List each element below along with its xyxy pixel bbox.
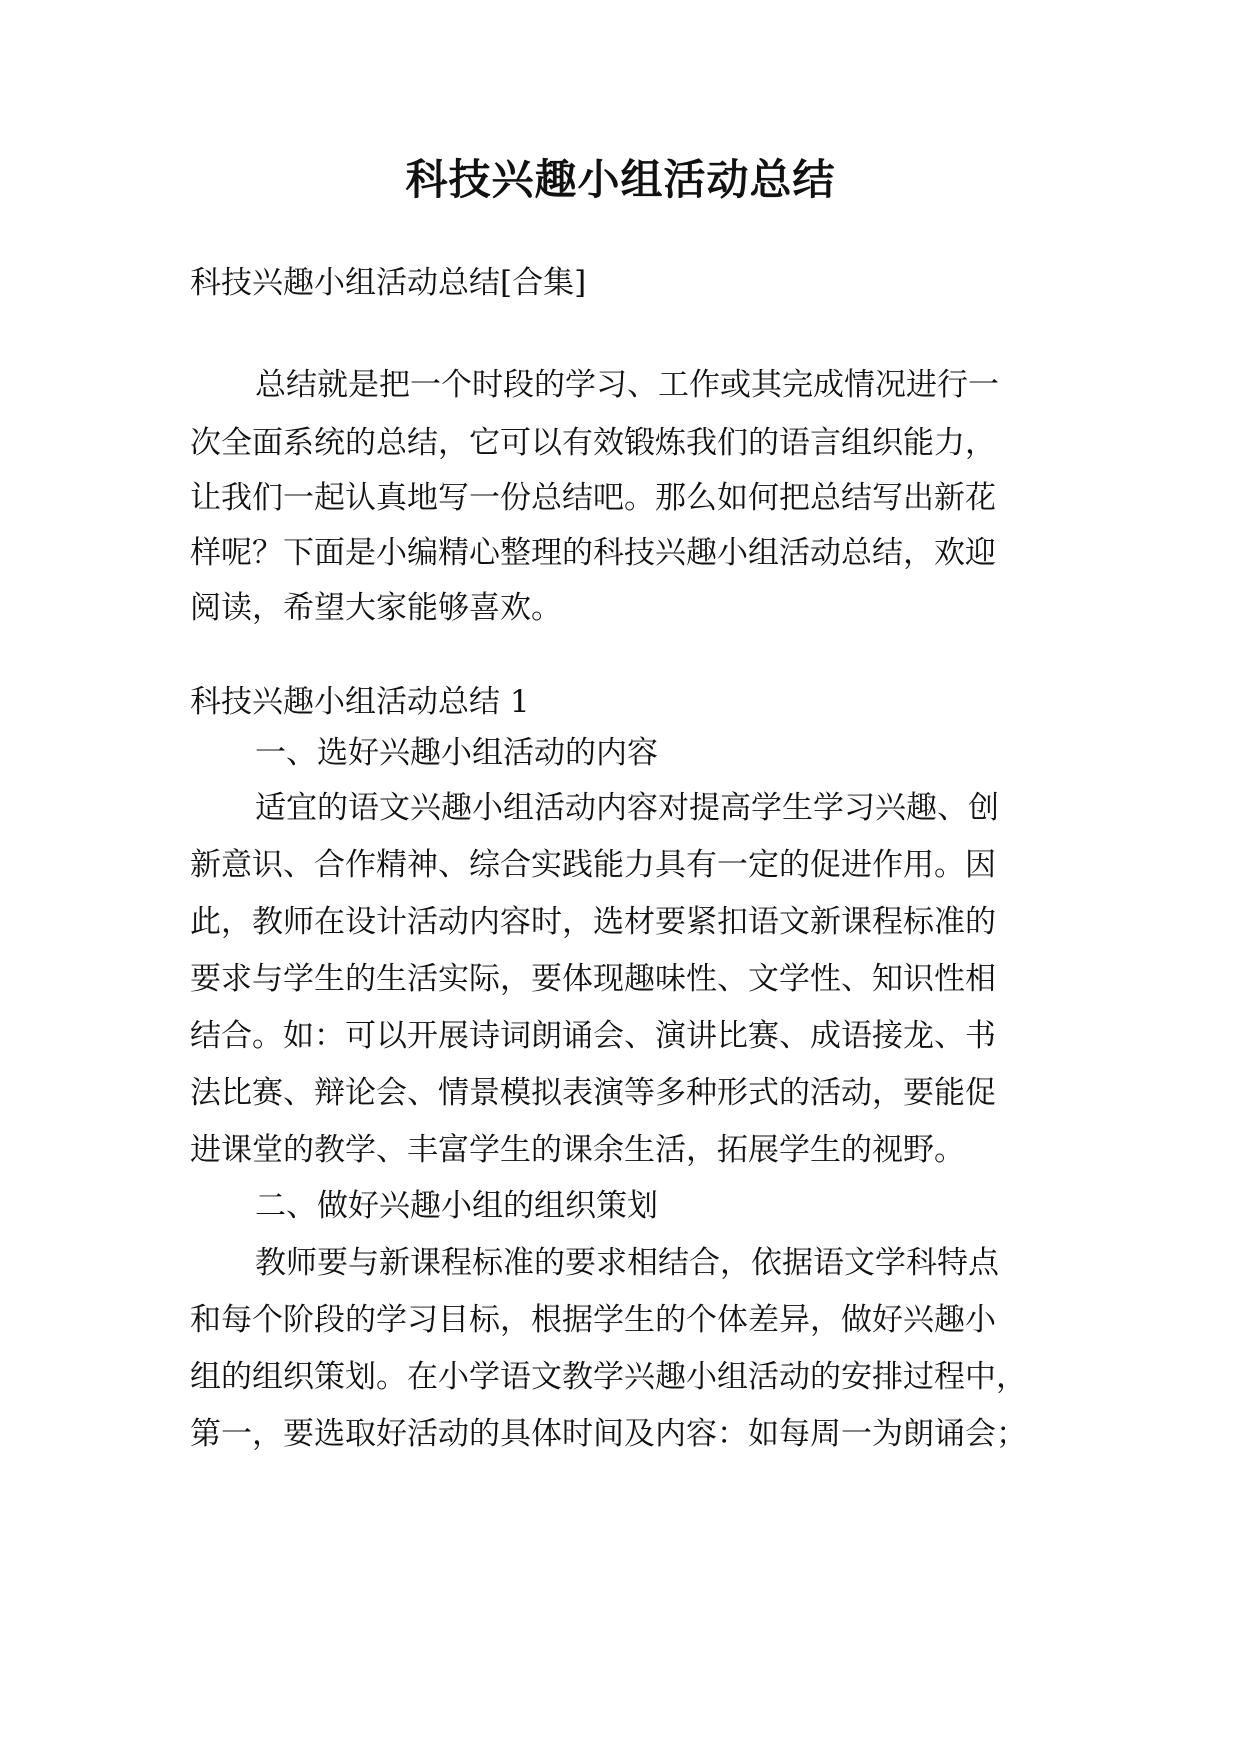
intro-line: 次全面系统的总结，它可以有效锻炼我们的语言组织能力， <box>190 425 996 461</box>
point-heading-1: 一、选好兴趣小组活动的内容 <box>255 735 658 771</box>
paragraph-line: 此，教师在设计活动内容时，选材要紧扣语文新课程标准的 <box>190 904 996 940</box>
section-heading: 科技兴趣小组活动总结 1 <box>190 684 530 720</box>
paragraph-line: 第一，要选取好活动的具体时间及内容：如每周一为朗诵会； <box>190 1416 1027 1452</box>
paragraph-line: 法比赛、辩论会、情景模拟表演等多种形式的活动，要能促 <box>190 1075 996 1111</box>
intro-line: 样呢？下面是小编精心整理的科技兴趣小组活动总结，欢迎 <box>190 535 996 571</box>
paragraph-line: 进课堂的教学、丰富学生的课余生活，拓展学生的视野。 <box>190 1132 965 1168</box>
intro-line: 总结就是把一个时段的学习、工作或其完成情况进行一 <box>255 367 999 403</box>
paragraph-line: 结合。如：可以开展诗词朗诵会、演讲比赛、成语接龙、书 <box>190 1018 996 1054</box>
intro-line: 阅读，希望大家能够喜欢。 <box>190 590 562 626</box>
document-title: 科技兴趣小组活动总结 <box>405 155 836 204</box>
paragraph-line: 要求与学生的生活实际，要体现趣味性、文学性、知识性相 <box>190 961 996 997</box>
document-subtitle: 科技兴趣小组活动总结[合集] <box>190 265 587 301</box>
paragraph-line: 和每个阶段的学习目标，根据学生的个体差异，做好兴趣小 <box>190 1302 996 1338</box>
paragraph-line: 组的组织策划。在小学语文教学兴趣小组活动的安排过程中， <box>190 1359 1027 1395</box>
paragraph-line: 新意识、合作精神、综合实践能力具有一定的促进作用。因 <box>190 847 996 883</box>
paragraph-line: 适宜的语文兴趣小组活动内容对提高学生学习兴趣、创 <box>255 790 999 826</box>
point-heading-2: 二、做好兴趣小组的组织策划 <box>255 1188 658 1224</box>
paragraph-line: 教师要与新课程标准的要求相结合，依据语文学科特点 <box>255 1245 999 1281</box>
intro-line: 让我们一起认真地写一份总结吧。那么如何把总结写出新花 <box>190 480 996 516</box>
